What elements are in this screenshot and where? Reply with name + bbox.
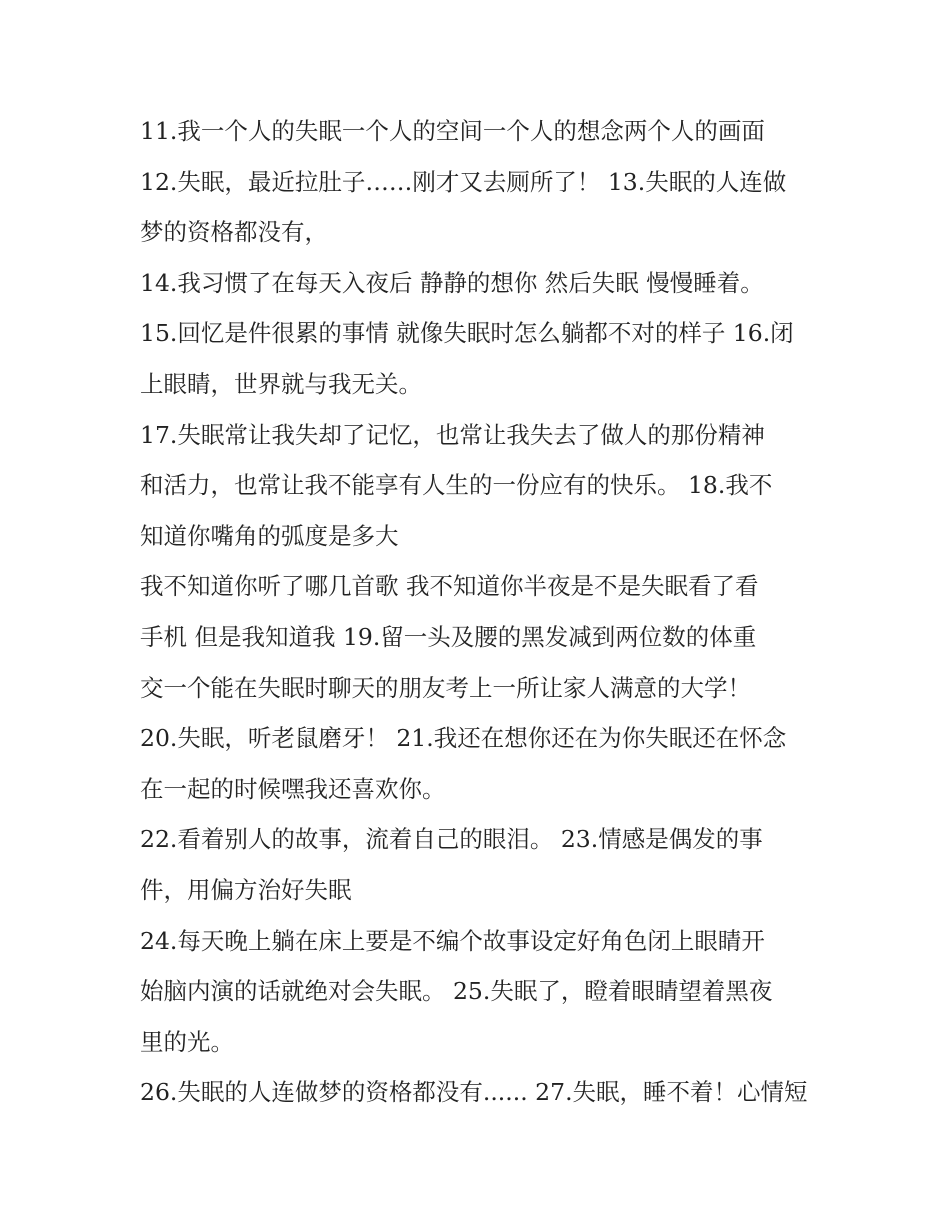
text-line: 22.看着别人的故事，流着自己的眼泪。 23.情感是偶发的事 [140, 825, 763, 854]
text-line: 里的光。 [140, 1027, 234, 1056]
text-line: 14.我习惯了在每天入夜后 静静的想你 然后失眠 慢慢睡着。 [140, 268, 764, 297]
text-line: 15.回忆是件很累的事情 就像失眠时怎么躺都不对的样子 16.闭 [140, 319, 794, 348]
document-text-body [140, 106, 840, 1118]
text-line: 上眼睛，世界就与我无关。 [140, 369, 422, 398]
text-line: 件，用偏方治好失眠 [140, 875, 352, 904]
text-line: 12.失眠，最近拉肚子……刚才又去厕所了！ 13.失眠的人连做 [140, 167, 787, 196]
text-line: 20.失眠，听老鼠磨牙！ 21.我还在想你还在为你失眠还在怀念 [140, 724, 787, 753]
text-line: 手机 但是我知道我 19.留一头及腰的黑发减到两位数的体重 [140, 622, 757, 651]
text-line: 我不知道你听了哪几首歌 我不知道你半夜是不是失眠看了看 [140, 572, 759, 601]
text-line: 24.每天晚上躺在床上要是不编个故事设定好角色闭上眼睛开 [140, 926, 765, 955]
text-line: 交一个能在失眠时聊天的朋友考上一所让家人满意的大学！ [140, 673, 751, 702]
text-line: 11.我一个人的失眠一个人的空间一个人的想念两个人的画面 [140, 117, 765, 145]
text-line: 知道你嘴角的弧度是多大 [140, 521, 399, 550]
text-line: 梦的资格都没有， [140, 218, 328, 247]
text-line: 始脑内演的话就绝对会失眠。 25.失眠了，瞪着眼睛望着黑夜 [140, 977, 773, 1006]
text-line: 26.失眠的人连做梦的资格都没有...... 27.失眠，睡不着！心情短 [140, 1078, 808, 1107]
text-line: 和活力，也常让我不能享有人生的一份应有的快乐。 18.我不 [140, 471, 773, 500]
text-line: 17.失眠常让我失却了记忆，也常让我失去了做人的那份精神 [140, 420, 765, 449]
text-line: 在一起的时候嘿我还喜欢你。 [140, 774, 446, 803]
